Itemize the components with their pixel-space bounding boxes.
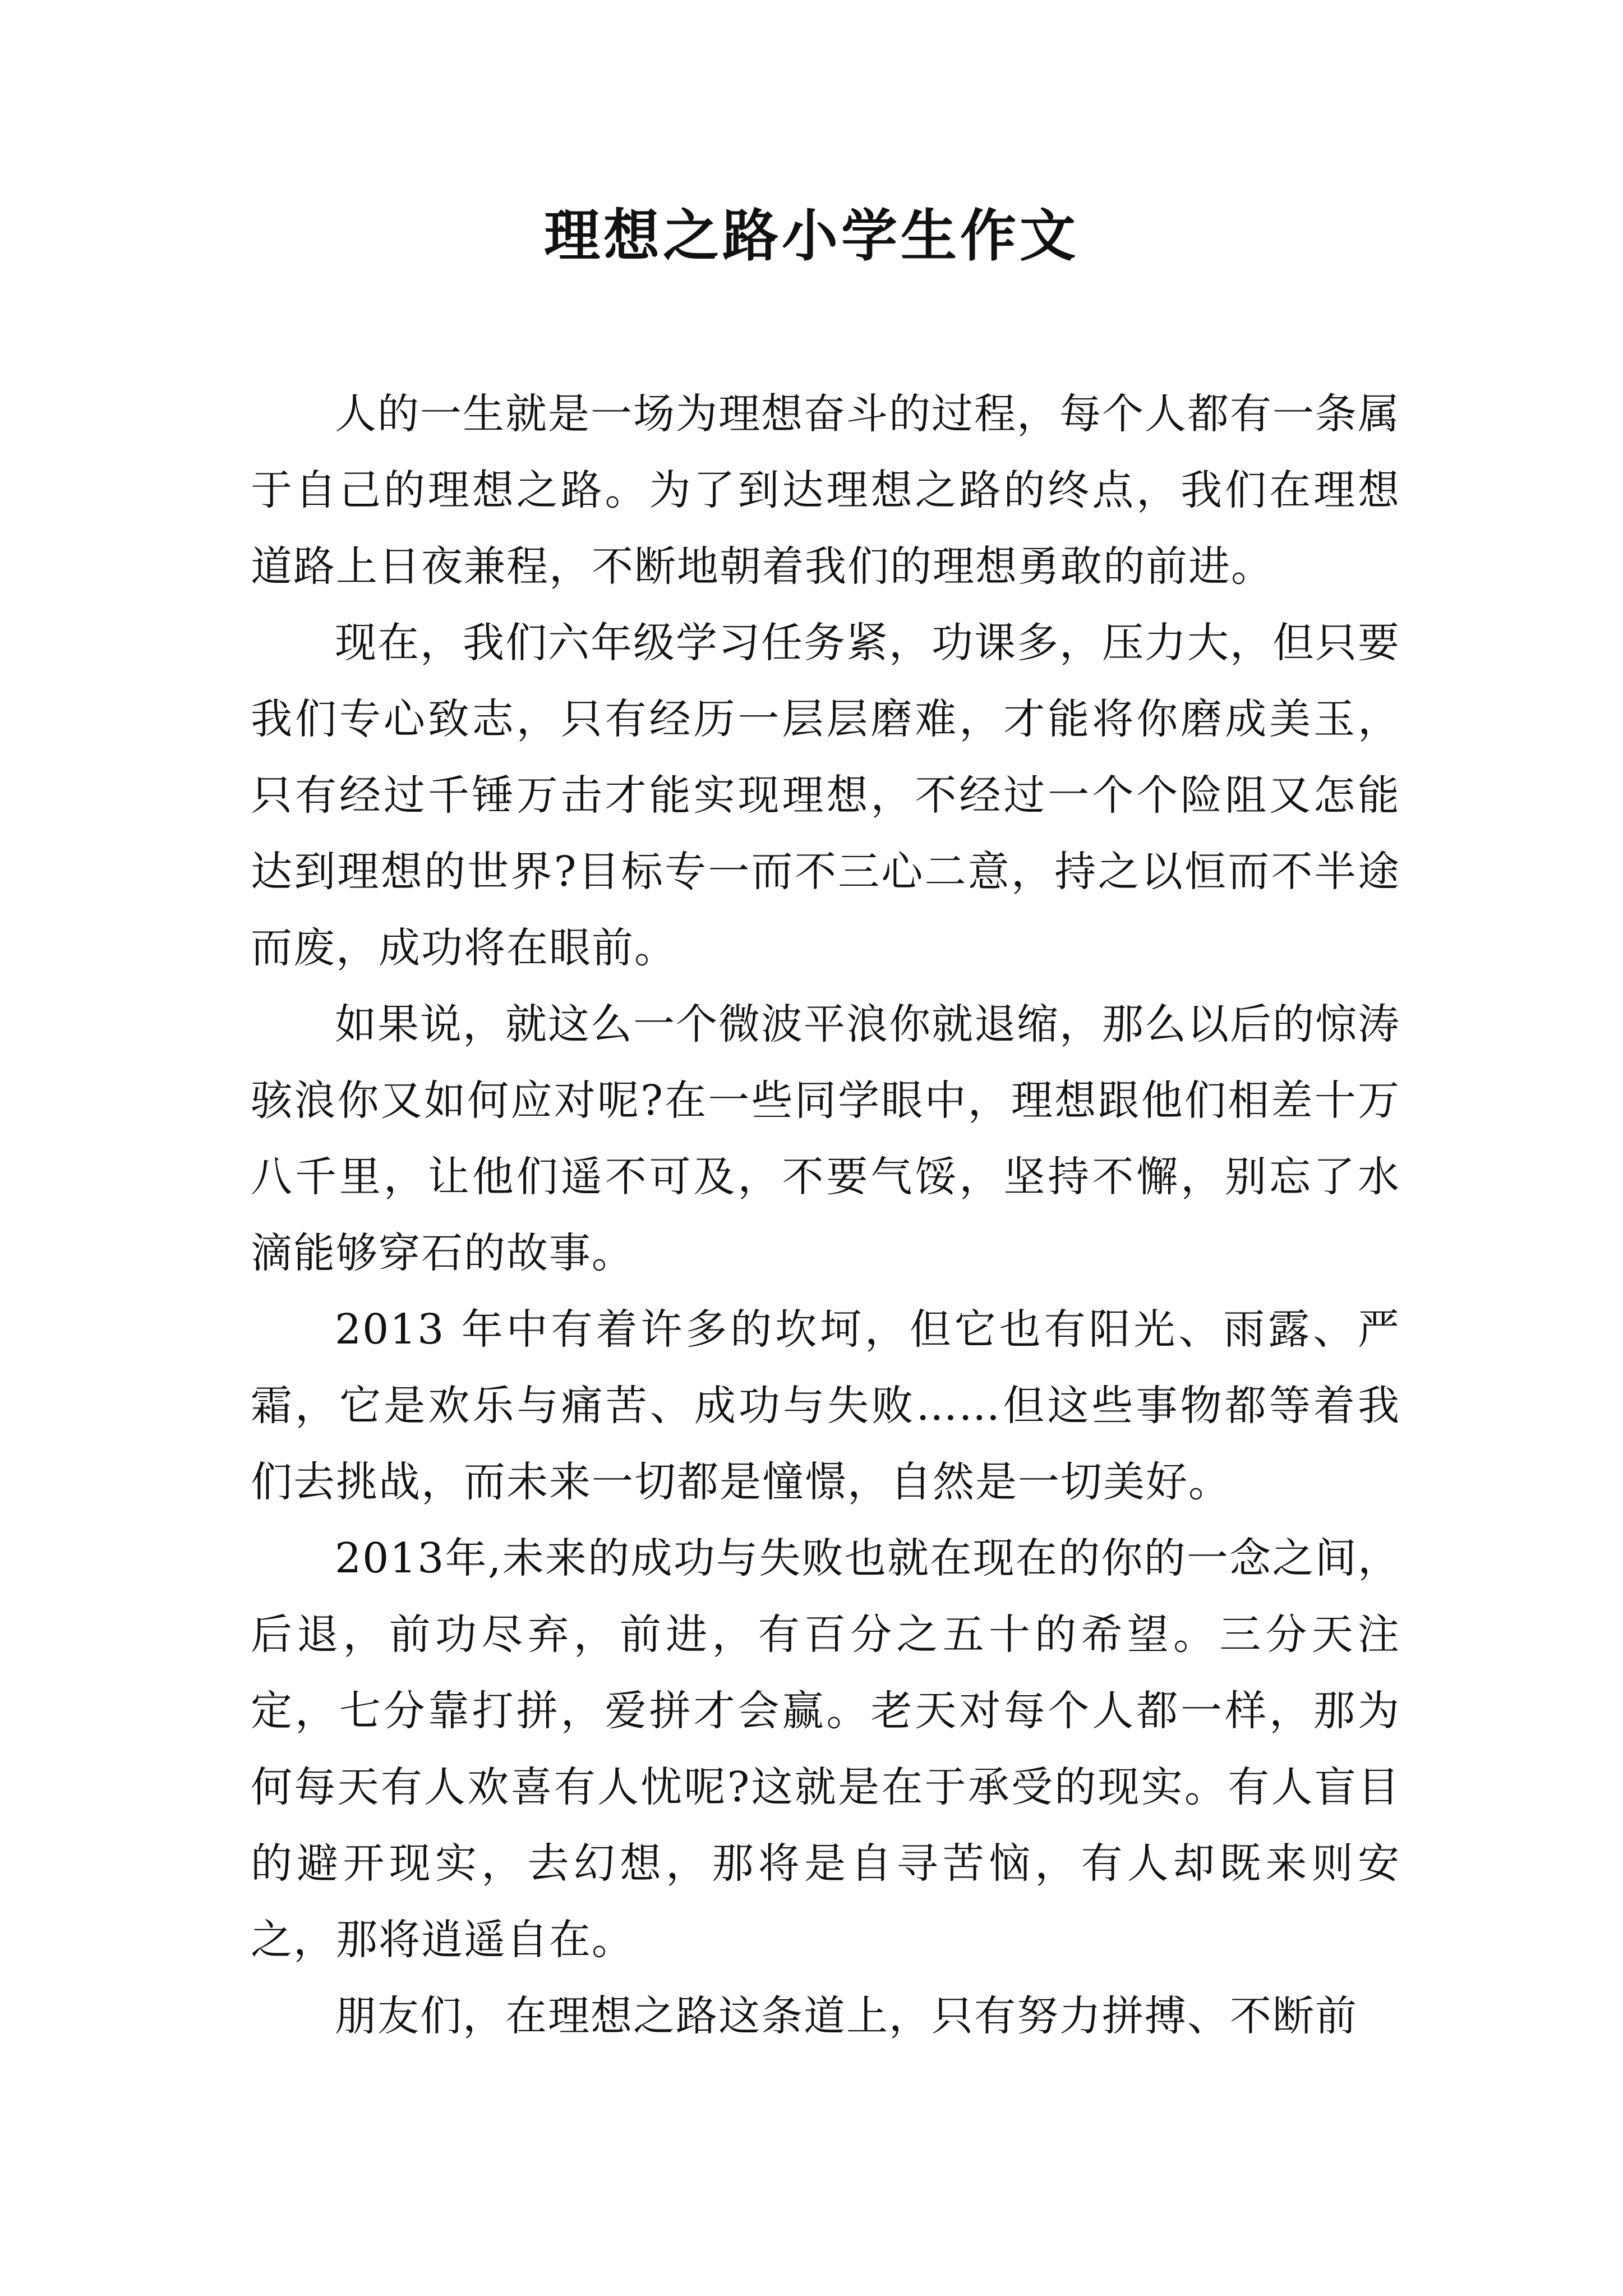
paragraph-6: 朋友们，在理想之路这条道上，只有努力拼搏、不断前 [335,1992,1358,2040]
document-title: 理想之路小学生作文 [544,203,1079,269]
document-body [251,376,1400,2054]
paragraph-3: 如果说，就这么一个微波平浪你就退缩，那么以后的惊涛骇浪你又如何应对呢?在一些同学眼中，理想跟他们相差十万八千里，让他们遥不可及，不要气馁，坚持不懈，别忘了水滴能够穿石的故事。 [251,1000,1400,1277]
paragraph-1: 人的一生就是一场为理想奋斗的过程，每个人都有一条属于自己的理想之路。为了到达理想之路的终点，我们在理想道路上日夜兼程，不断地朝着我们的理想勇敢的前进。 [251,390,1400,591]
paragraph-4: 2013 年中有着许多的坎坷，但它也有阳光、雨露、严霜，它是欢乐与痛苦、成功与失败……但这些事物都等着我们去挑战，而未来一切都是憧憬，自然是一切美好。 [251,1305,1400,1506]
paragraph-5: 2013年,未来的成功与失败也就在现在的你的一念之间，后退，前功尽弃，前进，有百分之五十的希望。三分天注定，七分靠打拼，爱拼才会赢。老天对每个人都一样，那为何每天有人欢喜有人忧呢?这就是在于承受的现实。有人盲目的避开现实，去幻想，那将是自寻苦恼，有人却既来则安之，那将逍遥自在。 [251,1534,1400,1964]
paragraph-2: 现在，我们六年级学习任务紧，功课多，压力大，但只要我们专心致志，只有经历一层层磨难，才能将你磨成美玉，只有经过千锤万击才能实现理想，不经过一个个险阻又怎能达到理想的世界?目标专一而不三心二意，持之以恒而不半途而废，成功将在眼前。 [251,619,1400,972]
